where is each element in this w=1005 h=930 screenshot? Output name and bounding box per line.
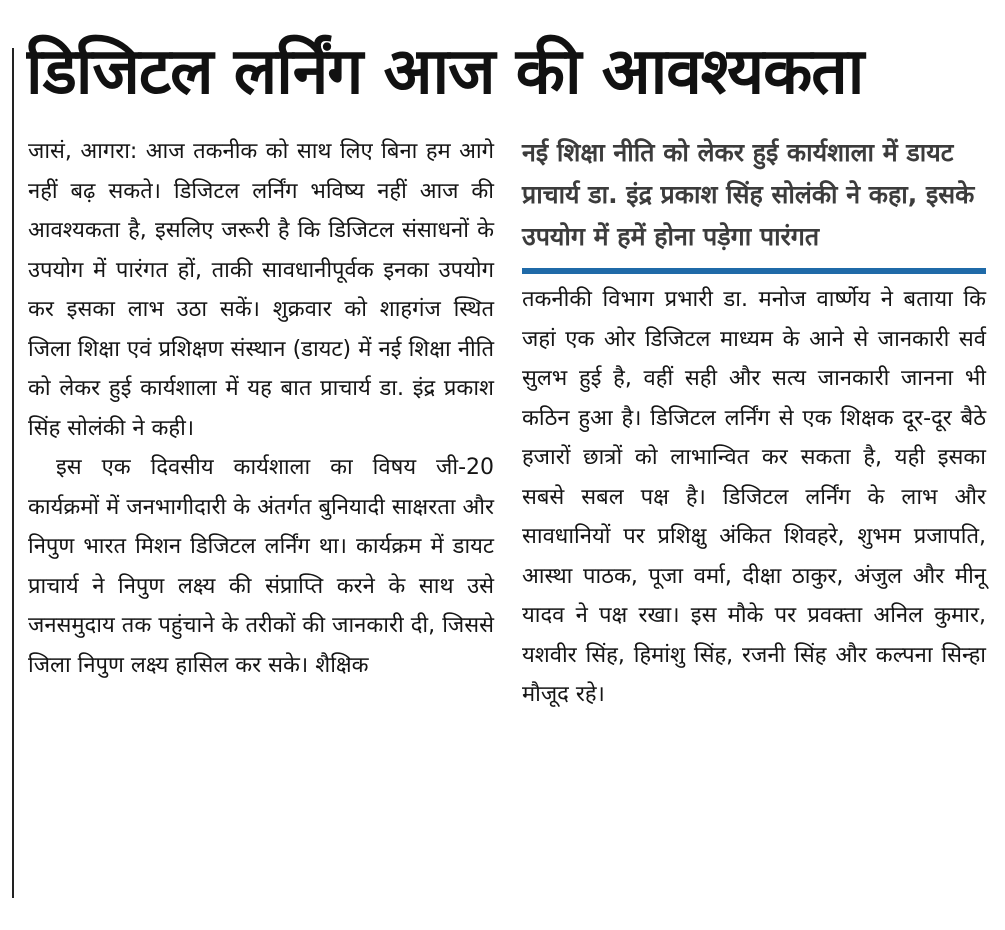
article-headline: डिजिटल लर्निंग आज की आवश्यकता xyxy=(26,35,864,109)
left-column xyxy=(28,132,494,685)
right-paragraph-1: तकनीकी विभाग प्रभारी डा. मनोज वार्ष्णेय ने बताया कि जहां एक ओर डिजिटल माध्यम के आने से जानकारी सर्व सुलभ हुई है, वहीं सही और सत्य जानकारी जानना भी कठिन हुआ है। डिजिटल लर्निंग से एक शिक्षक दूर-दूर बैठे हजारों छात्रों को लाभान्वित कर सकता है, यही इसका सबसे सबल पक्ष है। डिजिटल लर्निंग के लाभ और सावधानियों पर प्रशिक्षु अंकित शिवहरे, शुभम प्रजापति, आस्था पाठक, पूजा वर्मा, दीक्षा ठाकुर, अंजुल और मीनू यादव ने पक्ष रखा। इस मौके पर प्रवक्ता अनिल कुमार, यशवीर सिंह, हिमांशु सिंह, रजनी सिंह और कल्पना सिन्हा मौजूद रहे। xyxy=(522,287,986,707)
right-column xyxy=(522,132,986,715)
column-border-rule xyxy=(12,48,14,898)
left-paragraph-2: इस एक दिवसीय कार्यशाला का विषय जी-20 कार्यक्रमों में जनभागीदारी के अंतर्गत बुनियादी साक्षरता और निपुण भारत मिशन डिजिटल लर्निंग था। कार्यक्रम में डायट प्राचार्य ने निपुण लक्ष्य की संप्राप्ति करने के साथ उसे जनसमुदाय तक पहुंचाने के तरीकों की जानकारी दी, जिससे जिला निपुण लक्ष्य हासिल कर सके। शैक्षिक xyxy=(28,455,494,678)
left-paragraph-1: जासं, आगरा: आज तकनीक को साथ लिए बिना हम आगे नहीं बढ़ सकते। डिजिटल लर्निंग भविष्य नहीं आज की आवश्यकता है, इसलिए जरूरी है कि डिजिटल संसाधनों के उपयोग में पारंगत हों, ताकी सावधानीपूर्वक इनका उपयोग कर इसका लाभ उठा सकें। शुक्रवार को शाहगंज स्थित जिला शिक्षा एवं प्रशिक्षण संस्थान (डायट) में नई शिक्षा नीति को लेकर हुई कार्यशाला में यह बात प्राचार्य डा. इंद्र प्रकाश सिंह सोलंकी ने कही। xyxy=(28,139,494,441)
subheadline-divider xyxy=(522,268,986,274)
article-subheadline: नई शिक्षा नीति को लेकर हुई कार्यशाला में डायट प्राचार्य डा. इंद्र प्रकाश सिंह सोलंकी ने कहा, इसके उपयोग में हमें होना पड़ेगा पारंगत xyxy=(522,138,975,251)
